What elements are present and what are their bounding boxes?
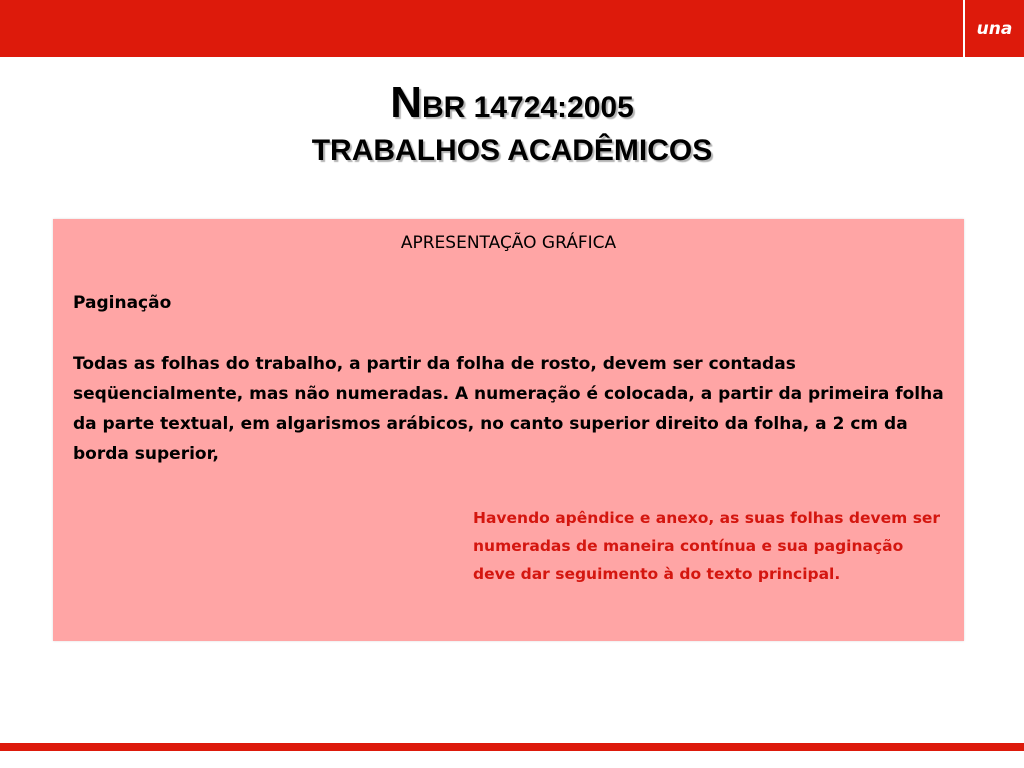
section-heading: APRESENTAÇÃO GRÁFICA	[400, 233, 617, 253]
title-line-1	[0, 72, 1024, 139]
main-paragraph: Todas as folhas do trabalho, a partir da folha de rosto, devem ser contadas seqüencialmente, mas não numeradas. A numeração é colocada, a partir da primeira folha da parte textual, em algarismos arábicos, no canto superior direito da folha, a 2 cm da borda superior,	[73, 354, 944, 464]
title-standard: BR 14724:2005	[421, 91, 634, 124]
logo-text: una	[976, 18, 1013, 39]
subheading: Paginação	[73, 293, 172, 313]
content-box	[53, 219, 964, 641]
note-paragraph: Havendo apêndice e anexo, as suas folhas devem ser numeradas de maneira contínua e sua paginação deve dar seguimento à do texto principal.	[473, 509, 941, 583]
title-line-2: TRABALHOS ACADÊMICOS	[311, 134, 713, 167]
title-initial: N	[390, 78, 422, 127]
slide-title	[0, 72, 1024, 167]
footer-bar	[0, 743, 1024, 751]
una-logo	[965, 0, 1024, 57]
header-bar	[0, 0, 1024, 57]
